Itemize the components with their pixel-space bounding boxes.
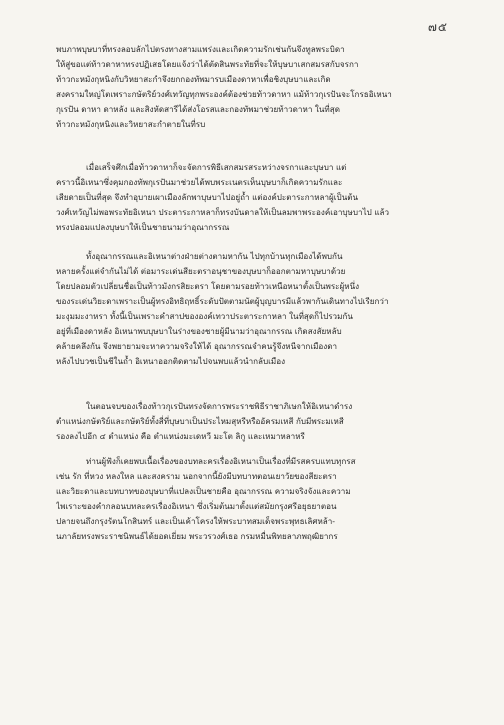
text-line: หลังไปบวชเป็นชีในถ้ำ อิเหนาออกติดตามไปจนพบแล้วนำกลับเมือง	[56, 356, 286, 366]
text-line: วงศ์เทวัญไม่พอพระทัยอิเหนา ประตาระกาหลาก็ทรงบันดาลให้เป็นลมพาพระองค์เอาบุษบาไป แล้ว	[56, 207, 390, 217]
text-line: เมื่อเสร็จศึกเมื่อท้าวดาหาก็จะจัดการพิธีเสกสมรสระหว่างจรกาและบุษบา แต่	[86, 162, 347, 172]
text-line: นภาลัยทรงพระราชนิพนธ์ได้ยอดเยี่ยม พระวรวงศ์เธอ กรมหมื่นพิทยลาภพฤฒิยากร	[56, 531, 338, 541]
text-line: รองลงไปอีก ๔ ตำแหน่ง คือ ตำแหน่งมะเดหวี มะโต ลิกู และเหมาหลาหรี	[56, 431, 305, 441]
paragraph-1	[56, 42, 466, 132]
text-line: โดยปลอมตัวเปลี่ยนชื่อเป็นท้าวมังกรสิยะตรา โดยตามรอยท้าวเหนือหนาตั้งเป็นพระผู้หนึ่ง	[56, 281, 360, 291]
text-line: หลายครั้งแต่จำกันไม่ได้ ต่อมาระเด่นสียะตราอนุชาของบุษบาก็ออกตามหาบุษบาด้วย	[56, 266, 346, 276]
paragraph-3	[56, 249, 466, 369]
text-line: ทรงปลอมแปลงบุษบาให้เป็นชายนามว่าอุณากรรณ	[56, 222, 230, 232]
text-line: ท้าวกะหมังกุหนิงกับวิหยาสะกำจึงยกกองทัพมารบเมืองดาหาเพื่อชิงบุษบาและเกิด	[56, 74, 331, 84]
paragraph-2	[56, 160, 466, 235]
paragraph-4	[56, 399, 466, 444]
text-line: ปลายจนถึงกรุงรัตนโกสินทร์ และเป็นเค้าโครงให้พระบาทสมเด็จพระพุทธเลิศหล้า-	[56, 516, 336, 526]
text-line: ตำแหน่งกษัตริย์และกษัตริย์ทั้งสี่ที่บุษบาเป็นประไหมสุหรีหรืออัครมเหสี กับมีพระมเหสี	[56, 416, 344, 426]
body-text	[56, 42, 466, 558]
text-line: ของระเด่นวิยะดาเพราะเป็นผู้ทรงอิทธิฤทธิ์ระดับปัตตามนัตผู้บุญบารมีแล้วพากันเดินทางไปเรียกว่า	[56, 296, 389, 306]
text-line: ทั้งอุณากรรณและอิเหนาต่างฝ่ายต่างตามหากัน ไปทุกบ้านทุกเมืองได้พบกัน	[86, 251, 343, 261]
text-line: สงครามใหญ่โตเพราะกษัตริย์วงศ์เทวัญทุกพระองค์ต้องช่วยท้าวดาหา แม้ท้าวกุเรปันจะโกรธอิเหนา	[56, 89, 392, 99]
text-line: เสียดายเป็นที่สุด จึงทำอุบายเผาเมืองลักพาบุษบาไปอยู่ถ้ำ แต่องค์ปะตาระกาหลาผู้เป็นต้น	[56, 192, 359, 202]
text-line: ท่านผู้ฟังก็เคยพบเนื้อเรื่องของบทละครเรื่องอิเหนาเป็นเรื่องที่มีรสครบแทบทุกรส	[86, 456, 356, 466]
text-line: เช่น รัก ที่หวง หลงใหล และสงคราม นอกจากนี้ยังมีบทบาทตอนเยาวัยของสียะตรา	[56, 471, 337, 481]
paragraph-5	[56, 454, 466, 544]
text-line: และวิยะดาและบทบาทของบุษบาที่แปลงเป็นชายคือ อุณากรรณ ความจริงจังและความ	[56, 486, 351, 496]
text-line: มะงุมมะงาหรา ทั้งนี้เป็นเพราะคำสาปขององค์เทวาประตาระกาหลา ในที่สุดก็ไปรวมกัน	[56, 311, 353, 321]
text-line: ท้าวกะหมังกุหนิงและวิหยาสะกำตายในที่รบ	[56, 119, 206, 129]
text-line: ให้สู่ขอแต่ท้าวดาหาทรงปฏิเสธโดยแจ้งว่าได้ตัดสินพระทัยที่จะให้บุษบาเสกสมรสกับจรกา	[56, 59, 359, 69]
text-line: คล้ายคลึงกัน จึงพยายามจะหาความจริงให้ได้ อุณากรรณจำคนรู้จึงหนีจากเมืองดา	[56, 341, 338, 351]
text-line: คราวนี้อิเหนาซึ่งคุมกองทัพกุเรปันมาช่วยได้พบพระเนตรเห็นบุษบาก็เกิดความรักและ	[56, 177, 343, 187]
page-number: ๗๕	[427, 20, 448, 34]
text-line: อยู่ที่เมืองดาหลัง อิเหนาพบบุษบาในร่างของชายผู้มีนามว่าอุณากรรณ เกิดสงสัยหลับ	[56, 326, 342, 336]
text-line: ในตอนจบของเรื่องท้าวกุเรปันทรงจัดการพระราชพิธีราชาภิเษกให้อิเหนาดำรง	[86, 401, 353, 411]
text-line: พบภาพบุษบาที่ทรงลอบลักไปตรงทางสามแพร่งและเกิดความรักเช่นกันจึงทูลพระบิดา	[56, 44, 345, 54]
text-line: ไพเราะของคำกลอนบทละครเรื่องอิเหนา ซึ่งเริ่มต้นมาตั้งแต่สมัยกรุงศรีอยุธยาตอน	[56, 501, 337, 511]
text-line: กุเรปัน ดาหา ดาหลัง และสิงหัดสารีได้ส่งโอรสและกองทัพมาช่วยท้าวดาหา ในที่สุด	[56, 104, 340, 114]
